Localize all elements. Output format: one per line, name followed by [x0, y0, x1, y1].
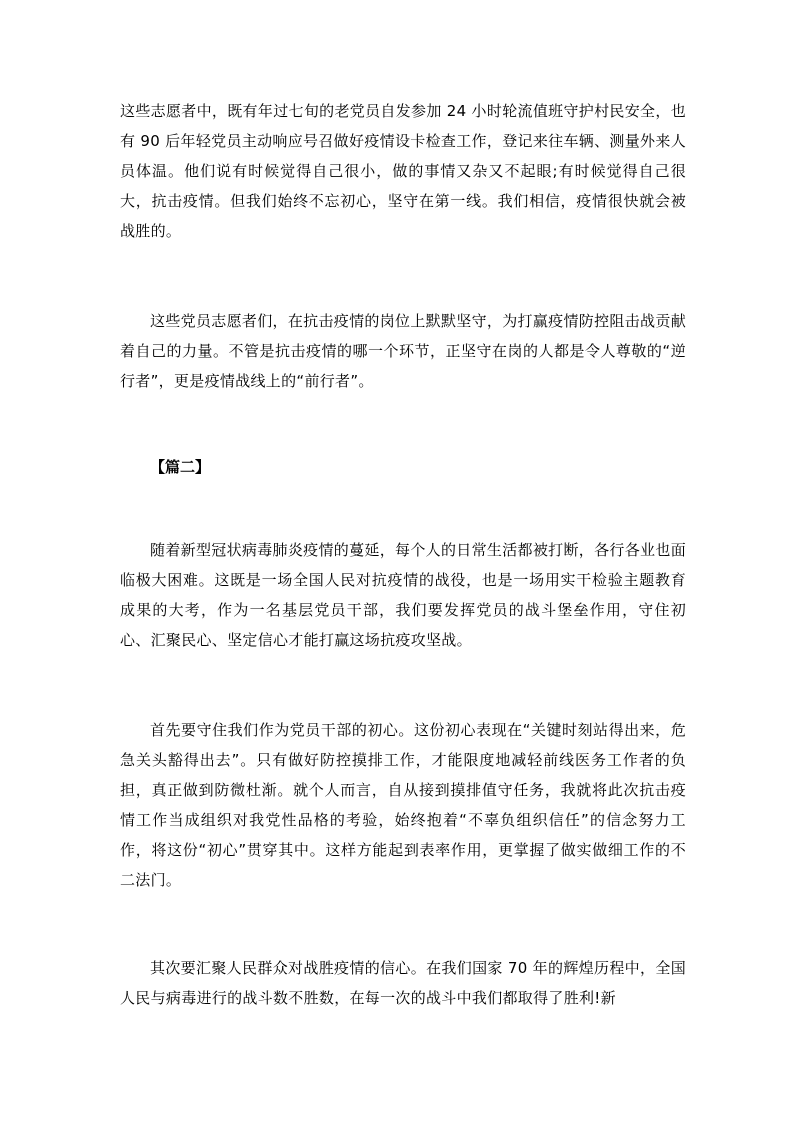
paragraph-party-members: 这些党员志愿者们，在抗击疫情的岗位上默默坚守，为打赢疫情防控阻击战贡献着自己的力量。不管是抗击疫情的哪一个环节，正坚守在岗的人都是令人尊敬的“逆行者”，更是疫情战线上的“前行者”。	[120, 312, 686, 390]
paragraph-original-aspiration: 首先要守住我们作为党员干部的初心。这份初心表现在“关键时刻站得出来，危急关头豁得出去”。只有做好防控摸排工作，才能限度地减轻前线医务工作者的负担，真正做到防微杜渐。就个人而言，自从接到摸排值守任务，我就将此次抗击疫情工作当成组织对我党性品格的考验，始终抱着“不辜负组织信任”的信念努力工作，将这份“初心”贯穿其中。这样方能起到表率作用，更掌握了做实做细工作的不二法门。	[120, 721, 686, 889]
section-heading: 【篇二】	[150, 458, 211, 476]
paragraph-confidence: 其次要汇聚人民群众对战胜疫情的信心。在我们国家 70 年的辉煌历程中，全国人民与病毒进行的战斗数不胜数，在每一次的战斗中我们都取得了胜利!新	[120, 959, 686, 1007]
paragraph-epidemic-spread: 随着新型冠状病毒肺炎疫情的蔓延，每个人的日常生活都被打断，各行各业也面临极大困难。这既是一场全国人民对抗疫情的战役，也是一场用实干检验主题教育成果的大考，作为一名基层党员干部，我们要发挥党员的战斗堡垒作用，守住初心、汇聚民心、坚定信心才能打赢这场抗疫攻坚战。	[120, 541, 686, 649]
paragraph-volunteers: 这些志愿者中，既有年过七旬的老党员自发参加 24 小时轮流值班守护村民安全，也有 90 后年轻党员主动响应号召做好疫情设卡检查工作，登记来往车辆、测量外来人员体温。他们说有时候觉得自己很小，做的事情又杂又不起眼;有时候觉得自己很大，抗击疫情。但我们始终不忘初心，坚守在第一线。我们相信，疫情很快就会被战胜的。	[120, 102, 686, 240]
